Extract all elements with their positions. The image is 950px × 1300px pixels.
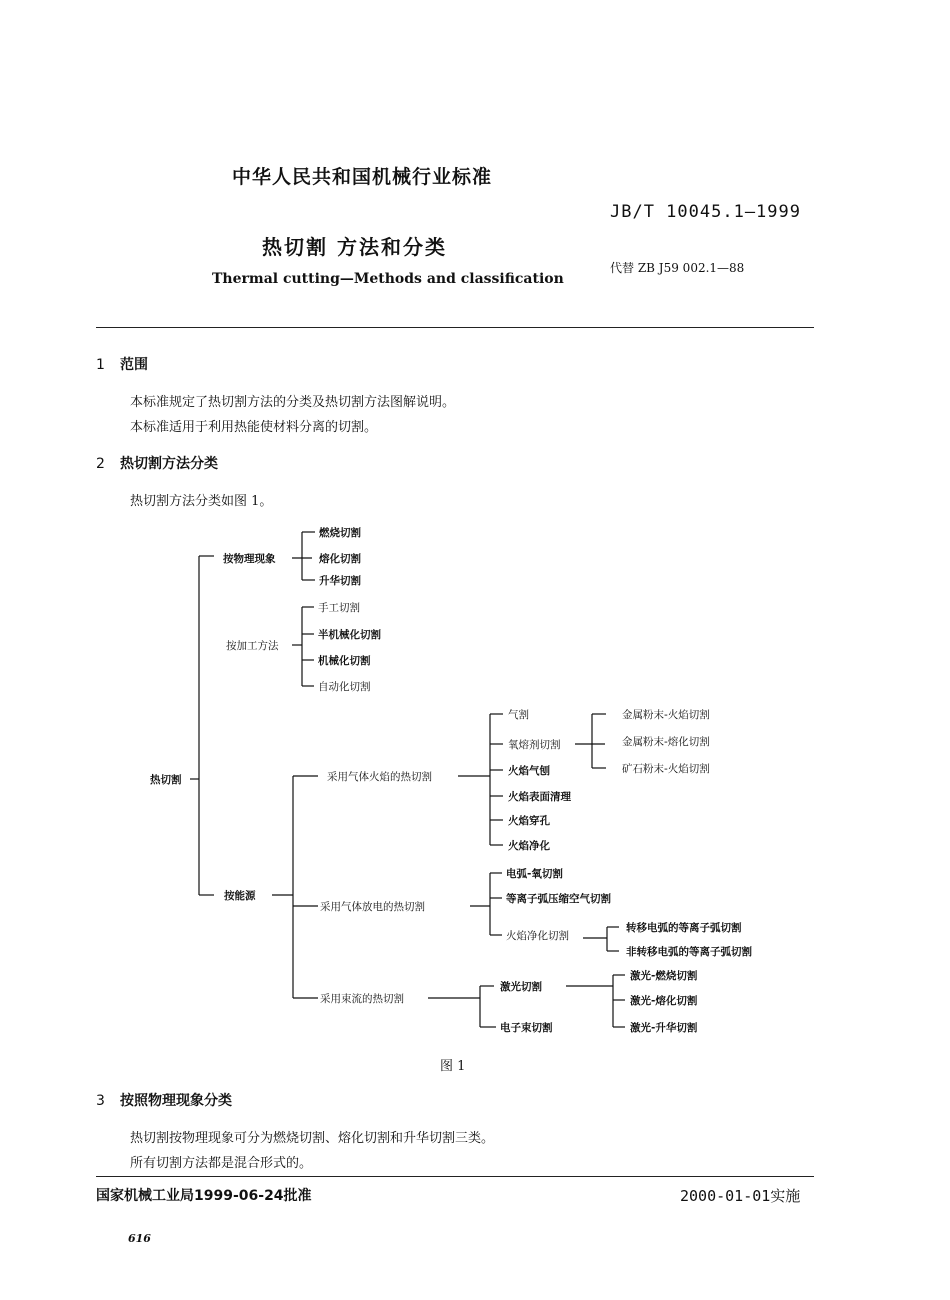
node-mech-cutting: 机械化切割 (318, 655, 371, 667)
node-flame-cleaning: 火焰净化 (508, 840, 550, 852)
standard-number: JB/T 10045.1—1999 (610, 202, 801, 222)
node-laser-cutting: 激光切割 (500, 981, 542, 993)
node-metal-powder-fusion: 金属粉末-熔化切割 (622, 736, 710, 748)
page-number: 616 (128, 1232, 151, 1245)
node-flux-cutting: 氧熔剂切割 (508, 739, 561, 751)
node-fusion-cutting: 熔化切割 (319, 553, 361, 565)
node-flame-gouging: 火焰气刨 (508, 765, 550, 777)
section-number: 2 (96, 456, 105, 472)
node-by-process: 按加工方法 (226, 640, 279, 652)
paragraph: 热切割方法分类如图 1。 (130, 494, 273, 509)
node-laser-sublimation: 激光-升华切割 (630, 1022, 698, 1034)
node-beam: 采用束流的热切割 (320, 993, 404, 1005)
node-plasma-air: 等离子弧压缩空气切割 (506, 893, 611, 905)
effective-date: 2000-01-01实施 (680, 1187, 801, 1205)
node-laser-combustion: 激光-燃烧切割 (630, 970, 698, 982)
section-3-heading (96, 1090, 232, 1110)
node-semi-mech-cutting: 半机械化切割 (318, 629, 381, 641)
issue-approval: 国家机械工业局1999-06-24批准 (96, 1188, 312, 1204)
node-oxy-cutting: 气割 (508, 709, 529, 721)
node-ore-powder-flame: 矿石粉末-火焰切割 (622, 763, 710, 775)
section-title: 按照物理现象分类 (120, 1093, 232, 1109)
node-auto-cutting: 自动化切割 (318, 681, 371, 693)
footer-divider (96, 1176, 814, 1177)
node-metal-powder-flame: 金属粉末-火焰切割 (622, 709, 710, 721)
node-combustion-cutting: 燃烧切割 (319, 527, 361, 539)
node-flame-clean-cut: 火焰净化切割 (506, 930, 569, 942)
node-root: 热切割 (150, 774, 182, 786)
node-transferred-arc: 转移电弧的等离子弧切割 (626, 922, 742, 934)
node-laser-fusion: 激光-熔化切割 (630, 995, 698, 1007)
paragraph: 本标准适用于利用热能使材料分离的切割。 (130, 420, 378, 435)
section-number: 1 (96, 357, 105, 373)
section-title: 热切割方法分类 (120, 456, 218, 472)
paragraph: 本标准规定了热切割方法的分类及热切割方法图解说明。 (130, 395, 456, 410)
english-title: Thermal cutting—Methods and classification (212, 271, 564, 287)
node-sublimation-cutting: 升华切割 (319, 575, 361, 587)
replaces-note: 代替 ZB J59 002.1—88 (610, 261, 745, 275)
section-number: 3 (96, 1093, 105, 1109)
node-flame-piercing: 火焰穿孔 (508, 815, 550, 827)
node-by-energy: 按能源 (224, 890, 256, 902)
node-nontransferred-arc: 非转移电弧的等离子弧切割 (626, 946, 752, 958)
node-flame-scarfing: 火焰表面清理 (508, 791, 571, 803)
node-gas-flame: 采用气体火焰的热切割 (327, 771, 432, 783)
document-title: 热切割 方法和分类 (262, 235, 447, 259)
paragraph: 热切割按物理现象可分为燃烧切割、熔化切割和升华切割三类。 (130, 1131, 495, 1146)
node-manual-cutting: 手工切割 (318, 602, 360, 614)
paragraph: 所有切割方法都是混合形式的。 (130, 1156, 313, 1171)
node-arc-oxygen: 电弧-氧切割 (506, 868, 563, 880)
node-electron-beam: 电子束切割 (500, 1022, 553, 1034)
org-title: 中华人民共和国机械行业标准 (232, 166, 493, 188)
node-by-physics: 按物理现象 (223, 553, 276, 565)
section-title: 范围 (120, 357, 148, 373)
figure-caption: 图 1 (440, 1059, 466, 1074)
node-gas-discharge: 采用气体放电的热切割 (320, 901, 425, 913)
